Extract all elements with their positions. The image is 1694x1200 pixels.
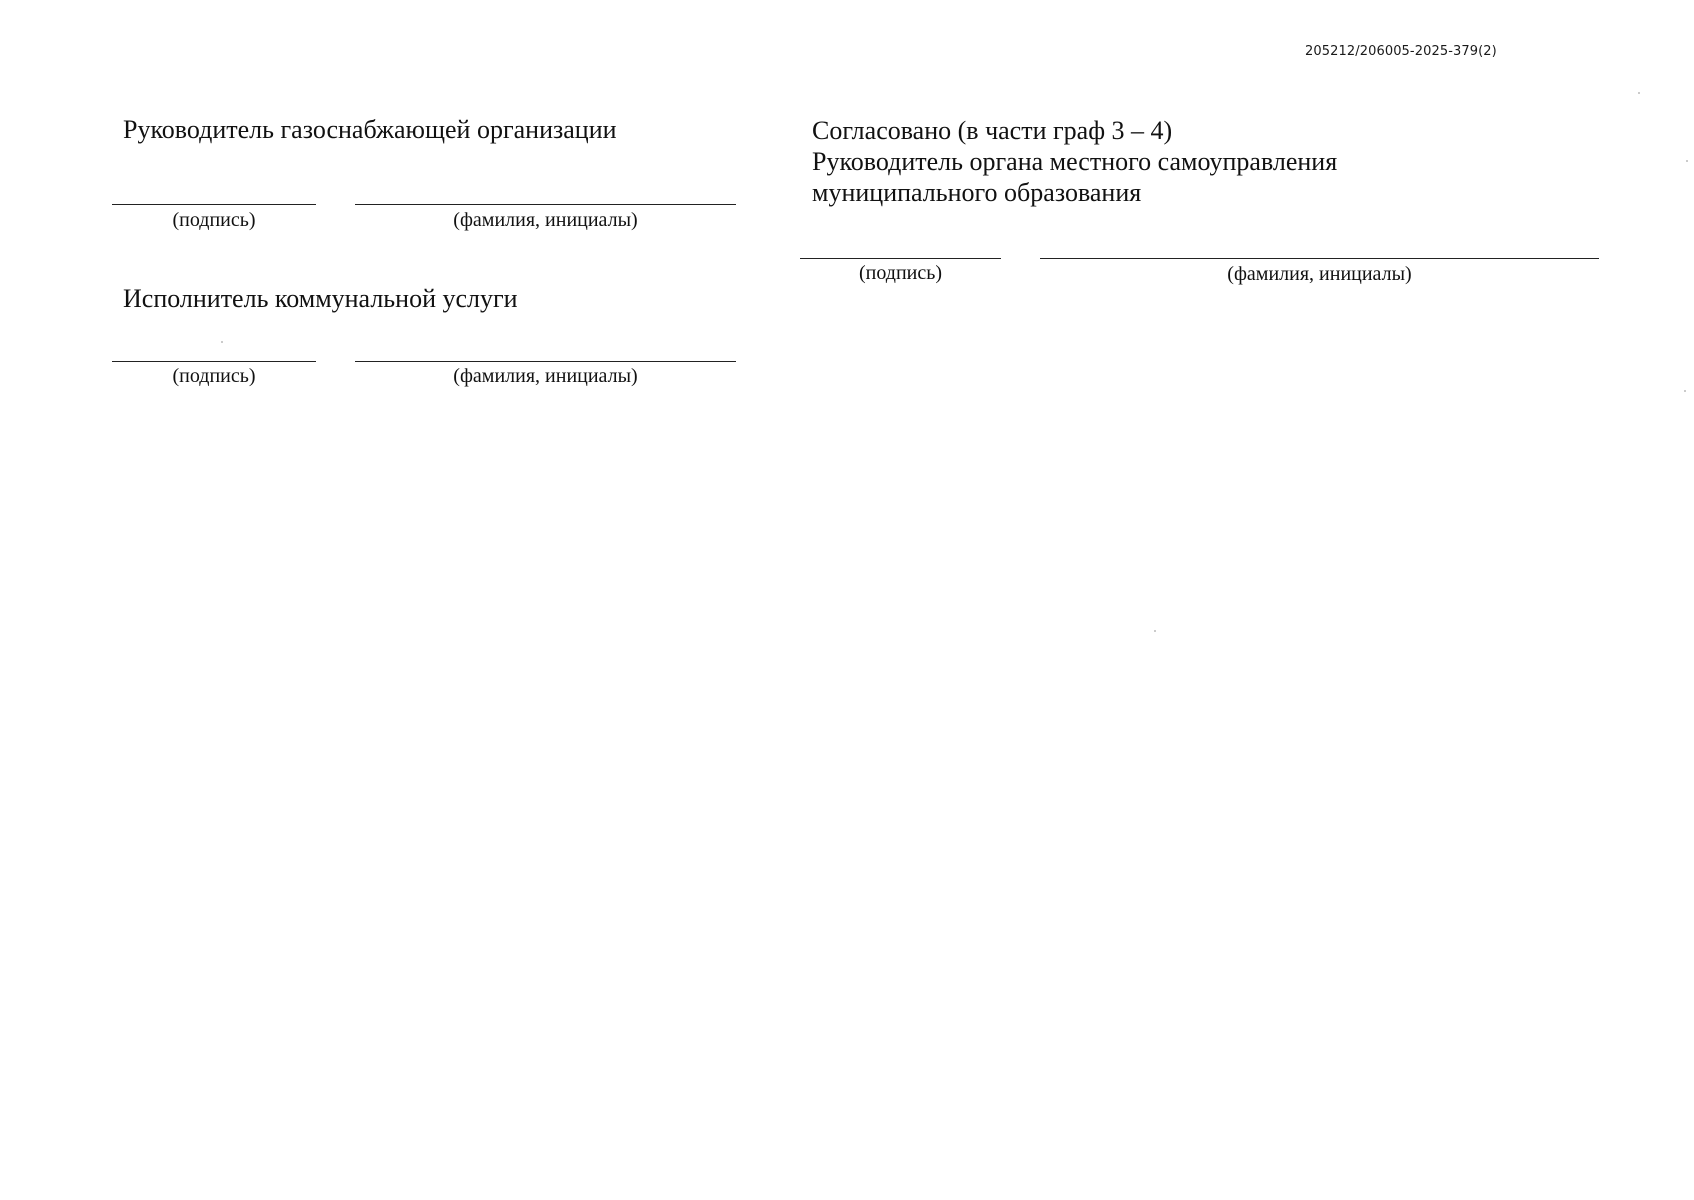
utility-provider-name-caption: (фамилия, инициалы) [453,365,638,387]
approval-signature-line [800,258,1001,259]
document-number: 205212/206005-2025-379(2) [1305,44,1497,59]
approval-signature-caption: (подпись) [858,262,943,284]
gas-supplier-name-line [355,204,736,205]
utility-provider-signature-caption: (подпись) [172,365,256,387]
scan-speck [1684,390,1686,392]
gas-supplier-name-caption: (фамилия, инициалы) [453,209,638,231]
scan-speck [1686,160,1688,162]
approval-line-1: Согласовано (в части граф 3 – 4) [812,116,1173,145]
approval-name-line [1040,258,1599,259]
gas-supplier-signature-line [112,204,316,205]
utility-provider-name-line [355,361,736,362]
scan-speck [1154,630,1156,632]
scan-speck [221,341,223,343]
utility-provider-signature-line [112,361,316,362]
approval-line-2: Руководитель органа местного самоуправления [812,147,1338,176]
approval-name-caption: (фамилия, инициалы) [1227,263,1412,285]
gas-supplier-signature-caption: (подпись) [172,209,256,231]
approval-line-3: муниципального образования [812,178,1142,207]
utility-provider-heading: Исполнитель коммунальной услуги [123,284,518,313]
gas-supplier-heading: Руководитель газоснабжающей организации [123,115,617,144]
scan-speck [1638,92,1640,94]
